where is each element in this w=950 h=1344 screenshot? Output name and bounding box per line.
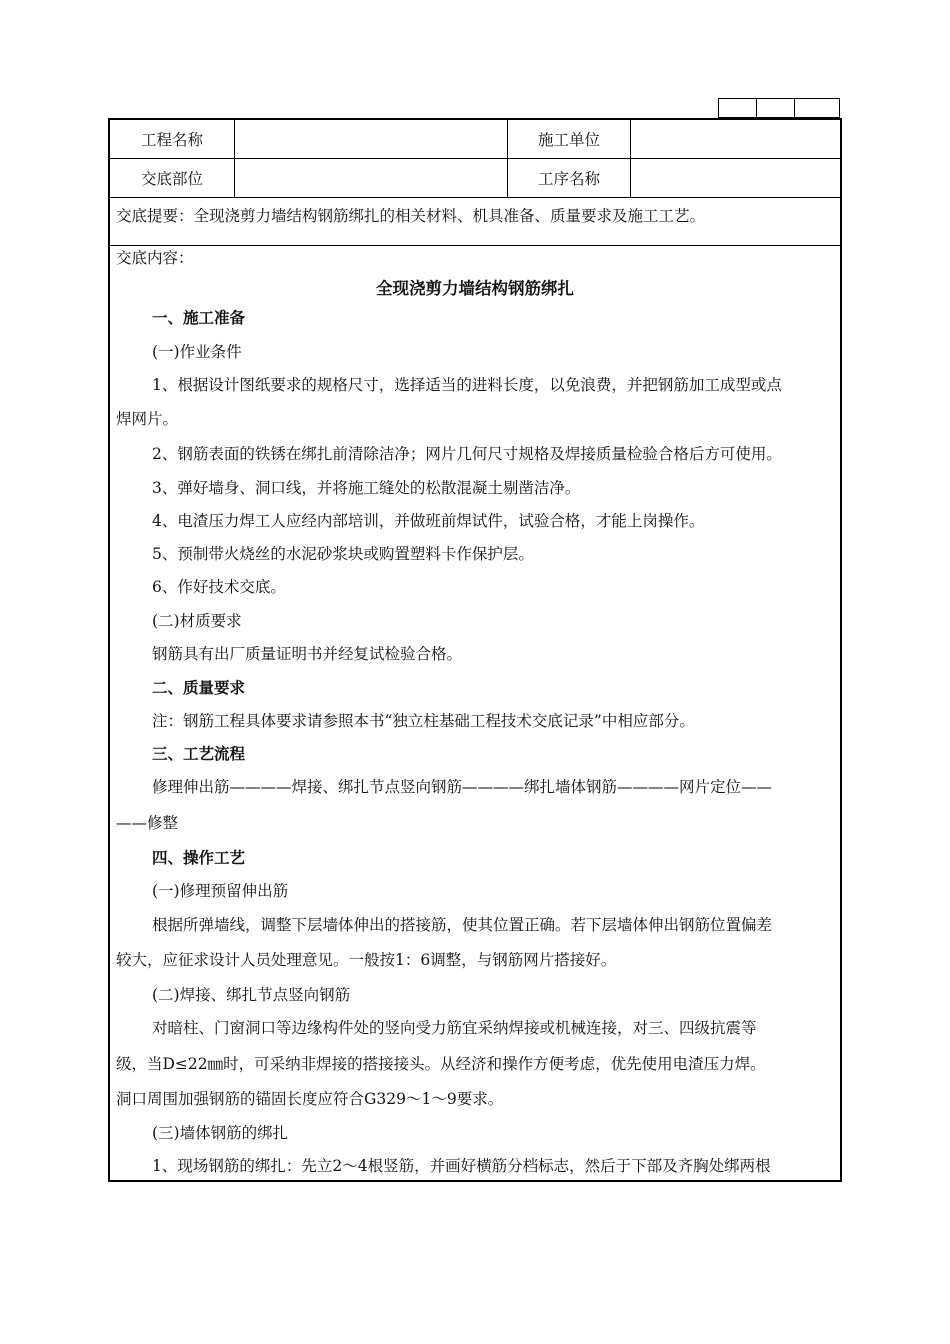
process-name-label: 工序名称 <box>537 169 600 188</box>
construction-unit-label: 施工单位 <box>537 131 600 149</box>
content-label: 交底内容： <box>116 249 194 267</box>
paragraph-line: 5、预制带火烧丝的水泥砂浆块或购置塑料卡作保护层。 <box>152 545 534 563</box>
paragraph-line: 根据所弹墙线，调整下层墙体伸出的搭接筋，使其位置正确。若下层墙体伸出钢筋位置偏差 <box>152 916 773 934</box>
paragraph-line: 较大，应征求设计人员处理意见。一般按1：6调整，与钢筋网片搭接好。 <box>116 951 617 969</box>
paragraph-line: 对暗柱、门窗洞口等边缘构件处的竖向受力筋宜采纳焊接或机械连接，对三、四级抗震等 <box>152 1019 757 1037</box>
process-name-field[interactable] <box>631 158 840 197</box>
page-number-boxes <box>718 98 840 118</box>
paragraph-line: 注：钢筋工程具体要求请参照本书“独立柱基础工程技术交底记录”中相应部分。 <box>152 712 695 730</box>
paragraph-line: 3、弹好墙身、洞口线，并将施工缝处的松散混凝土剔凿洁净。 <box>152 479 581 497</box>
section-heading: 四、操作工艺 <box>152 849 246 867</box>
paragraph-line: ——修整 <box>116 814 179 832</box>
paragraph-line: 1、根据设计图纸要求的规格尺寸，选择适当的进料长度，以免浪费，并把钢筋加工成型或点 <box>152 376 782 394</box>
header-row-2 <box>110 158 840 198</box>
page-box <box>718 98 756 118</box>
section-heading: 一、施工准备 <box>152 309 246 327</box>
handover-part-label: 交底部位 <box>140 169 203 188</box>
paragraph-line: 焊网片。 <box>116 410 179 428</box>
project-name-label: 工程名称 <box>140 131 203 149</box>
page-box <box>794 98 840 118</box>
subsection-heading: (二)焊接、绑扎节点竖向钢筋 <box>152 986 351 1004</box>
paragraph-line: 洞口周围加强钢筋的锚固长度应符合G329～1～9要求。 <box>116 1090 504 1108</box>
subsection-heading: (一)作业条件 <box>152 343 242 361</box>
section-heading: 三、工艺流程 <box>152 745 246 763</box>
project-name-field[interactable] <box>235 120 507 158</box>
paragraph-line: 2、钢筋表面的铁锈在绑扎前清除洁净；网片几何尺寸规格及焊接质量检验合格后方可使用。 <box>152 445 782 463</box>
header-row-1 <box>110 120 840 159</box>
paragraph-line: 1、现场钢筋的绑扎：先立2～4根竖筋，并画好横筋分档标志，然后于下部及齐胸处绑两根 <box>152 1157 771 1175</box>
subsection-heading: (一)修理预留伸出筋 <box>152 882 289 900</box>
handover-part-field[interactable] <box>235 158 507 197</box>
paragraph-line: 4、电渣压力焊工人应经内部培训，并做班前焊试件，试验合格，才能上岗操作。 <box>152 512 705 530</box>
paragraph-line: 级，当D≤22㎜时，可采纳非焊接的搭接接头。从经济和操作方便考虑，优先使用电渣压力焊。 <box>116 1055 766 1073</box>
handover-content <box>110 246 840 1180</box>
handover-record-sheet <box>108 118 842 1182</box>
paragraph-line: 6、作好技术交底。 <box>152 578 286 596</box>
subsection-heading: (二)材质要求 <box>152 612 242 630</box>
document-title: 全现浇剪力墙结构钢筋绑扎 <box>376 279 574 298</box>
paragraph-line: 钢筋具有出厂质量证明书并经复试检验合格。 <box>152 645 463 663</box>
section-heading: 二、质量要求 <box>152 679 246 697</box>
paragraph-line: 修理伸出筋————焊接、绑扎节点竖向钢筋————绑扎墙体钢筋————网片定位—— <box>152 778 773 796</box>
subsection-heading: (三)墙体钢筋的绑扎 <box>152 1124 289 1142</box>
page-box <box>756 98 794 118</box>
handover-summary: 交底提要：全现浇剪力墙结构钢筋绑扎的相关材料、机具准备、质量要求及施工工艺。 <box>116 207 706 225</box>
construction-unit-field[interactable] <box>631 120 840 158</box>
